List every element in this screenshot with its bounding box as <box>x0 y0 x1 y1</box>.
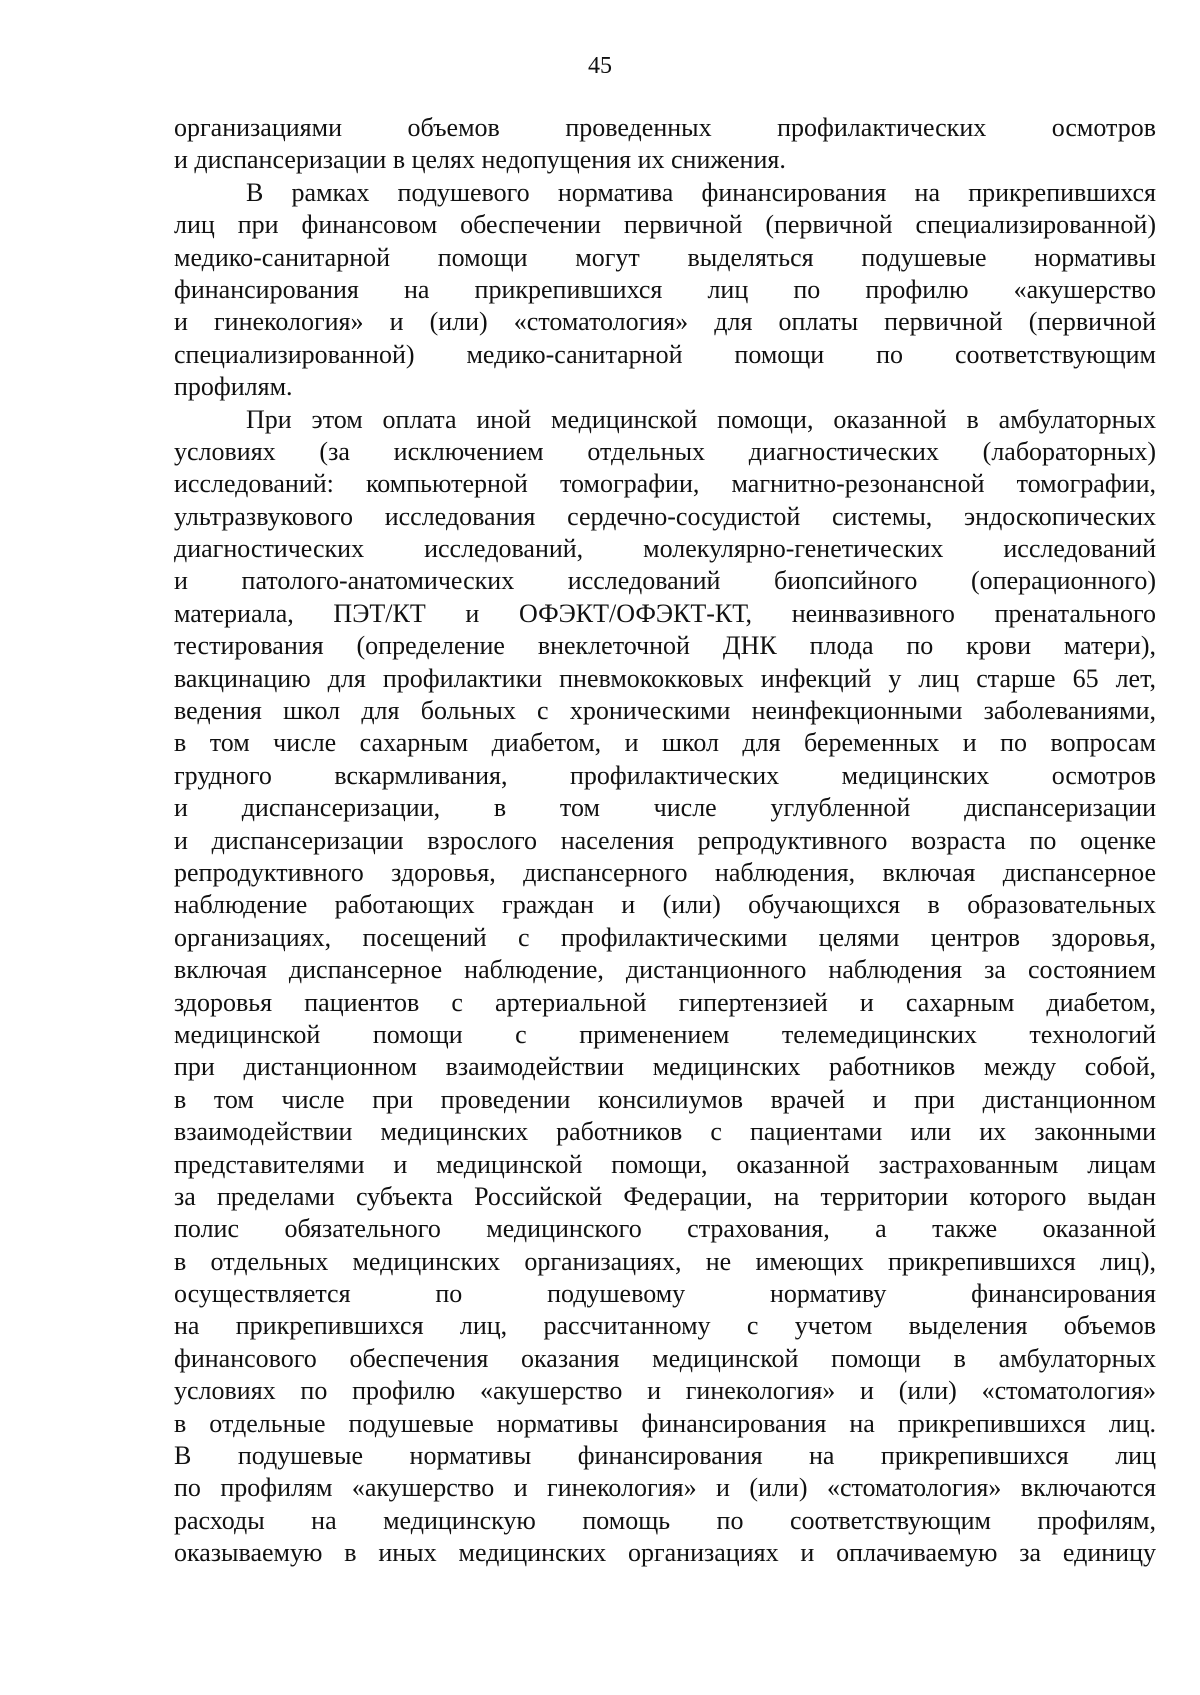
text-line: финансирования на прикрепившихся лиц по профилю «акушерство <box>174 274 1156 304</box>
text-line: материала, ПЭТ/КТ и ОФЭКТ/ОФЭКТ-КТ, неинвазивного пренатального <box>174 598 1156 628</box>
text-line: условиях по профилю «акушерство и гинекология» и (или) «стоматология» <box>174 1376 1156 1406</box>
text-line: представителями и медицинской помощи, оказанной застрахованным лицам <box>174 1149 1156 1179</box>
text-line: за пределами субъекта Российской Федерации, на территории которого выдан <box>174 1181 1156 1211</box>
text-line: организациями объемов проведенных профилактических осмотров <box>174 113 1156 142</box>
text-line: вакцинацию для профилактики пневмококковых инфекций у лиц старше 65 лет, <box>174 663 1156 693</box>
text-line: В подушевые нормативы финансирования на прикрепившихся лиц <box>174 1441 1156 1471</box>
text-line: и диспансеризации взрослого населения репродуктивного возраста по оценке <box>174 825 1156 855</box>
text-line: полис обязательного медицинского страхования, а также оказанной <box>174 1214 1156 1244</box>
text-line: на прикрепившихся лиц, рассчитанному с учетом выделения объемов <box>174 1311 1156 1341</box>
text-line: финансового обеспечения оказания медицинской помощи в амбулаторных <box>174 1343 1156 1373</box>
text-line: и диспансеризации в целях недопущения их снижения. <box>174 145 786 175</box>
page-number: 45 <box>588 53 612 79</box>
text-line: при дистанционном взаимодействии медицинских работников между собой, <box>174 1052 1156 1082</box>
text-line: лиц при финансовом обеспечении первичной (первичной специализированной) <box>174 210 1156 240</box>
text-line: в том числе сахарным диабетом, и школ для беременных и по вопросам <box>174 728 1156 758</box>
text-line: ведения школ для больных с хроническими неинфекционными заболеваниями, <box>174 696 1156 726</box>
text-line: организациях, посещений с профилактическими целями центров здоровья, <box>174 922 1156 952</box>
text-line: исследований: компьютерной томографии, магнитно-резонансной томографии, <box>174 469 1156 499</box>
text-line: расходы на медицинскую помощь по соответствующим профилям, <box>174 1505 1156 1535</box>
text-line: профилям. <box>174 372 293 402</box>
text-line: взаимодействии медицинских работников с пациентами или их законными <box>174 1117 1156 1147</box>
text-line: ультразвукового исследования сердечно-сосудистой системы, эндоскопических <box>174 501 1156 531</box>
document-body <box>174 112 1156 1570</box>
text-line: наблюдение работающих граждан и (или) обучающихся в образовательных <box>174 890 1156 920</box>
text-line: грудного вскармливания, профилактических медицинских осмотров <box>174 760 1156 790</box>
text-line: диагностических исследований, молекулярно-генетических исследований <box>174 534 1156 564</box>
paragraph-first-line: В рамках подушевого норматива финансирования на прикрепившихся <box>246 177 1156 207</box>
text-line: осуществляется по подушевому нормативу финансирования <box>174 1279 1156 1309</box>
text-line: по профилям «акушерство и гинекология» и (или) «стоматология» включаются <box>174 1473 1156 1503</box>
text-line: здоровья пациентов с артериальной гипертензией и сахарным диабетом, <box>174 987 1156 1017</box>
text-line: репродуктивного здоровья, диспансерного наблюдения, включая диспансерное <box>174 857 1156 887</box>
text-line: и диспансеризации, в том числе углубленной диспансеризации <box>174 793 1156 823</box>
text-line: и гинекология» и (или) «стоматология» для оплаты первичной (первичной <box>174 307 1156 337</box>
text-line: специализированной) медико-санитарной помощи по соответствующим <box>174 339 1156 369</box>
text-line: медико-санитарной помощи могут выделяться подушевые нормативы <box>174 242 1156 272</box>
text-line: тестирования (определение внеклеточной ДНК плода по крови матери), <box>174 631 1156 661</box>
text-line: условиях (за исключением отдельных диагностических (лабораторных) <box>174 436 1156 466</box>
text-line: в отдельных медицинских организациях, не имеющих прикрепившихся лиц), <box>174 1246 1156 1276</box>
text-line: включая диспансерное наблюдение, дистанционного наблюдения за состоянием <box>174 955 1156 985</box>
text-line: оказываемую в иных медицинских организациях и оплачиваемую за единицу <box>174 1538 1156 1568</box>
text-line: в том числе при проведении консилиумов врачей и при дистанционном <box>174 1084 1156 1114</box>
text-line: в отдельные подушевые нормативы финансирования на прикрепившихся лиц. <box>174 1408 1156 1438</box>
paragraph-first-line: При этом оплата иной медицинской помощи, оказанной в амбулаторных <box>246 404 1156 434</box>
text-line: медицинской помощи с применением телемедицинских технологий <box>174 1019 1156 1049</box>
text-line: и патолого-анатомических исследований биопсийного (операционного) <box>174 566 1156 596</box>
